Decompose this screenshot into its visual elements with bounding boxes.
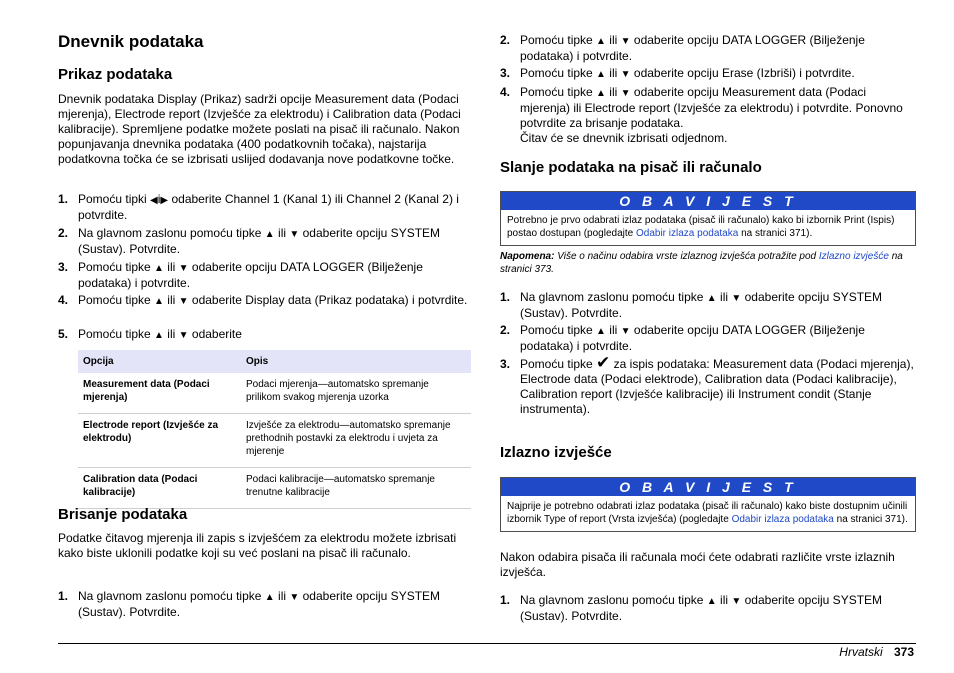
down-arrow-icon: ▼ xyxy=(620,36,631,47)
section-heading-delete: Brisanje podataka xyxy=(58,506,188,523)
up-arrow-icon: ▲ xyxy=(596,326,606,337)
table-row: Measurement data (Podaci mjerenja) Podaci mjerenja—automatsko spremanje prilikom svakog mjerenja uzorka xyxy=(78,373,471,414)
up-arrow-icon: ▲ xyxy=(596,69,606,80)
notice-title: O B A V I J E S T xyxy=(501,478,915,496)
down-arrow-icon: ▼ xyxy=(289,592,300,603)
display-step: 2. Na glavnom zaslonu pomoću tipke ▲ ili ▼ odaberite opciju SYSTEM (Sustav). Potvrdite. xyxy=(58,226,441,256)
display-step: 3. Pomoću tipke ▲ ili ▼ odaberite opciju DATA LOGGER (Bilježenje podataka) i potvrdite. xyxy=(58,260,423,290)
display-step: 1. Pomoću tipki ◀i▶ odaberite Channel 1 (Kanal 1) ili Channel 2 (Kanal 2) i potvrdite. xyxy=(58,192,459,222)
notice-title: O B A V I J E S T xyxy=(501,192,915,210)
delete-step: 2. Pomoću tipke ▲ ili ▼ odaberite opciju DATA LOGGER (Bilježenje podataka) i potvrdite. xyxy=(500,33,865,63)
down-arrow-icon: ▼ xyxy=(178,296,189,307)
delete-step: 1. Na glavnom zaslonu pomoću tipke ▲ ili ▼ odaberite opciju SYSTEM (Sustav). Potvrdite. xyxy=(58,589,441,619)
up-arrow-icon: ▲ xyxy=(264,592,275,603)
right-arrow-icon: ▶ xyxy=(160,195,169,206)
link-data-output[interactable]: Odabir izlaza podataka xyxy=(636,228,739,239)
options-table xyxy=(78,350,471,509)
note: Napomena: Više o načinu odabira vrste izlaznog izvješća potražite pod Izlazno izvješće na stranici 373. xyxy=(500,251,903,275)
send-step: 3. Pomoću tipke ✔ za ispis podataka: Measurement data (Podaci mjerenja), Electrode data (Podaci elektrode), Calibration data (Podaci kalibracije), Calibration report (Izvješće kalibracije) ili Instrument condit (Stanje instrumenta). xyxy=(500,353,914,416)
up-arrow-icon: ▲ xyxy=(596,36,606,47)
section-heading-send: Slanje podataka na pisač ili računalo xyxy=(500,159,762,176)
table-row: Electrode report (Izvješće za elektrodu) Izvješće za elektrodu—automatsko spremanje prethodnih postavki za elektrodu i uvjeta za mjerenje xyxy=(78,414,471,468)
down-arrow-icon: ▼ xyxy=(178,330,189,341)
footer-language: Hrvatski xyxy=(839,645,883,659)
table-header-row: Opcija Opis xyxy=(78,350,471,373)
notice-box-send: O B A V I J E S T Potrebno je prvo odabrati izlaz podataka (pisač ili računalo) kako bi izbornik Print (Ispis) postao dostupan (pogledajte Odabir izlaza podataka na stranici 371). xyxy=(500,191,916,246)
down-arrow-icon: ▼ xyxy=(620,326,631,337)
footer xyxy=(839,645,914,659)
up-arrow-icon: ▲ xyxy=(154,330,164,341)
section-heading-display: Prikaz podataka xyxy=(58,66,173,83)
delete-step: 4. Pomoću tipke ▲ ili ▼ odaberite opciju Measurement data (Podaci mjerenja) ili Electrode report (Izvješće za elektrodu) i potvrdite. Ponovno potvrdite za brisanje podataka. Čitav će se dnevnik izbrisati odjednom. xyxy=(500,85,903,145)
footer-divider xyxy=(58,643,916,644)
output-intro: Nakon odabira pisača ili računala moći ćete odabrati različite vrste izlaznih izvješća. xyxy=(500,550,895,579)
up-arrow-icon: ▲ xyxy=(596,88,606,99)
page-number: 373 xyxy=(893,645,914,659)
up-arrow-icon: ▲ xyxy=(264,229,275,240)
notice-box-output: O B A V I J E S T Najprije je potrebno odabrati izlaz podataka (pisač ili računalo) kako biste dostupnim učinili izbornik Type of report (Vrsta izvješća) (pogledajte Odabir izlaza podataka na stranici 371). xyxy=(500,477,916,532)
up-arrow-icon: ▲ xyxy=(154,263,164,274)
up-arrow-icon: ▲ xyxy=(706,596,717,607)
down-arrow-icon: ▼ xyxy=(178,263,189,274)
section-heading-output: Izlazno izvješće xyxy=(500,444,612,461)
delete-intro: Podatke čitavog mjerenja ili zapis s izvješćem za elektrodu možete izbrisati kako biste uklonili podatke koji su već poslani na pisač ili računalo. xyxy=(58,531,457,560)
delete-step: 3. Pomoću tipke ▲ ili ▼ odaberite opciju Erase (Izbriši) i potvrdite. xyxy=(500,66,855,80)
send-step: 1. Na glavnom zaslonu pomoću tipke ▲ ili ▼ odaberite opciju SYSTEM (Sustav). Potvrdite. xyxy=(500,290,883,320)
display-step: 4. Pomoću tipke ▲ ili ▼ odaberite Display data (Prikaz podataka) i potvrdite. xyxy=(58,293,468,307)
output-step: 1. Na glavnom zaslonu pomoću tipke ▲ ili ▼ odaberite opciju SYSTEM (Sustav). Potvrdite. xyxy=(500,593,883,623)
confirm-check-icon: ✔ xyxy=(596,353,611,372)
down-arrow-icon: ▼ xyxy=(620,69,631,80)
down-arrow-icon: ▼ xyxy=(731,596,742,607)
link-output-report[interactable]: Izlazno izvješće xyxy=(818,251,889,262)
table-row: Calibration data (Podaci kalibracije) Podaci kalibracije—automatsko spremanje trenutne kalibracije xyxy=(78,468,471,509)
display-intro: Dnevnik podataka Display (Prikaz) sadrži opcije Measurement data (Podaci mjerenja), Electrode report (Izvješće za elektrodu) i Calibration data (Podaci kalibracije). Spremljene podatke možete poslati na pisač ili računalo. Nakon popunjavanja dnevnika podataka (400 podatkovnih točaka), najstarija podatkovna točka će se izbrisati uslijed dodavanja nove podatkovne točke. xyxy=(58,92,461,166)
left-arrow-icon: ◀ xyxy=(150,195,158,206)
page-title: Dnevnik podataka xyxy=(58,32,204,51)
down-arrow-icon: ▼ xyxy=(731,293,742,304)
down-arrow-icon: ▼ xyxy=(620,88,631,99)
down-arrow-icon: ▼ xyxy=(289,229,300,240)
up-arrow-icon: ▲ xyxy=(706,293,717,304)
link-data-output[interactable]: Odabir izlaza podataka xyxy=(731,514,834,525)
display-step: 5. Pomoću tipke ▲ ili ▼ odaberite xyxy=(58,327,242,341)
send-step: 2. Pomoću tipke ▲ ili ▼ odaberite opciju DATA LOGGER (Bilježenje podataka) i potvrdite. xyxy=(500,323,865,353)
up-arrow-icon: ▲ xyxy=(154,296,164,307)
